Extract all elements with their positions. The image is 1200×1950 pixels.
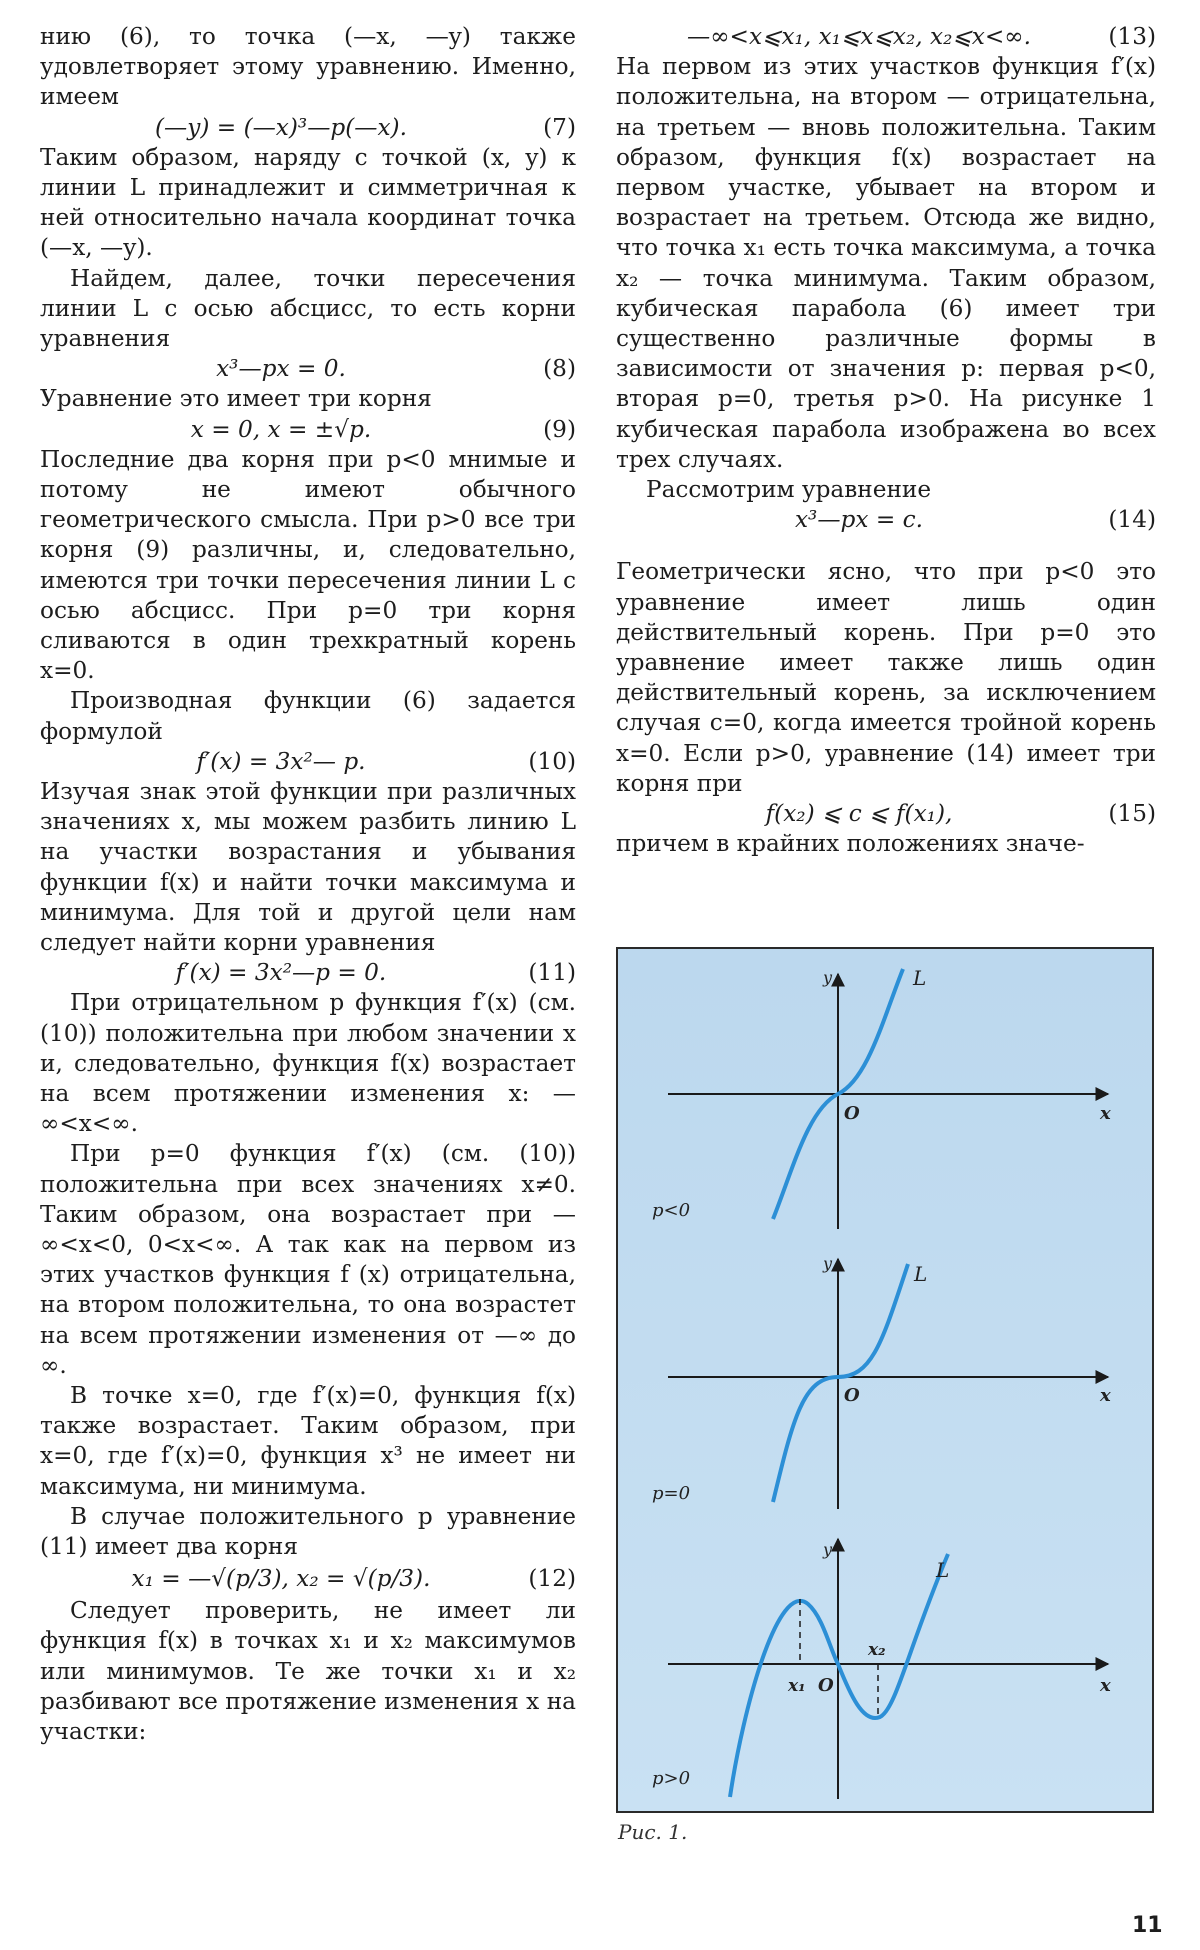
- panel-p-positive: [652, 1539, 1111, 1799]
- figure-1: [616, 947, 1154, 1813]
- equation-number: (9): [543, 415, 576, 443]
- paragraph: На первом из этих участков функция f′(x) положительна, на втором — отрицательна, на третьем — вновь положительна. Таким образом, функция f(x) возрастает на первом участке, убывает на втором и возрастает на третьем. Отсюда же видно, что точка x₁ есть точка максимума, а точка x₂ — точка минимума. Таким образом, кубическая парабола (6) имеет три существенно различные формы в зависимости от значения p: первая p<0, вторая p=0, третья p>0. На рисунке 1 кубическая парабола изображена во всех трех случаях.: [616, 53, 1156, 473]
- equation-formula: x = 0, x = ±√p.: [190, 415, 372, 443]
- equation-formula: (—y) = (—x)³—p(—x).: [155, 113, 407, 141]
- origin-label: O: [844, 1385, 860, 1406]
- equation: [40, 747, 576, 777]
- paragraph: При отрицательном p функция f′(x) (см. (10)) положительна при любом значении x и, следовательно, функция f(x) возрастает на всем протяжении изменения x: —∞<x<∞.: [40, 989, 576, 1138]
- paragraph: Следует проверить, не имеет ли функция f(x) в точках x₁ и x₂ максимумов или минимумов. Те же точки x₁ и x₂ разбивают все протяжение изменения x на участки:: [40, 1597, 576, 1746]
- equation: [40, 1562, 576, 1596]
- equation: [616, 799, 1156, 829]
- equation-number: (15): [1108, 800, 1156, 828]
- paragraph: Геометрически ясно, что при p<0 это уравнение имеет лишь один действительный корень. При p=0 это уравнение имеет также лишь один действительный корень, за исключением случая c=0, когда имеется тройной корень x=0. Если p>0, уравнение (14) имеет три корня при: [616, 558, 1156, 797]
- equation-number: (14): [1108, 506, 1156, 534]
- equation-formula: —∞<x⩽x₁, x₁⩽x⩽x₂, x₂⩽x<∞.: [687, 23, 1031, 50]
- x-label: x: [1100, 1675, 1111, 1696]
- right-column: [616, 22, 1156, 859]
- origin-label: O: [818, 1675, 834, 1696]
- equation: [40, 354, 576, 384]
- equation: [616, 505, 1156, 535]
- equation-number: (11): [528, 959, 576, 987]
- equation: [616, 22, 1156, 52]
- x1-label: x₁: [788, 1676, 806, 1696]
- paragraph: нию (6), то точка (—x, —y) также удовлетворяет этому уравнению. Именно, имеем: [40, 23, 576, 111]
- y-label: y: [823, 1254, 833, 1273]
- equation-formula: x³—px = c.: [794, 506, 923, 534]
- paragraph: Рассмотрим уравнение: [646, 476, 932, 504]
- figure-caption: Рис. 1.: [618, 1820, 688, 1844]
- x-label: x: [1100, 1103, 1111, 1124]
- x-label: x: [1100, 1385, 1111, 1406]
- paragraph: Найдем, далее, точки пересечения линии L с осью абсцисс, то есть корни уравнения: [40, 264, 576, 353]
- paragraph: Таким образом, наряду с точкой (x, y) к линии L принадлежит и симметричная к ней относительно начала координат точка (—x, —y).: [40, 143, 576, 262]
- equation-formula: x₁ = —√(p/3), x₂ = √(p/3).: [131, 1565, 431, 1593]
- page-number: 11: [1132, 1913, 1163, 1938]
- equation: [40, 415, 576, 445]
- p-label: p>0: [652, 1768, 691, 1789]
- equation-number: (12): [528, 1565, 576, 1593]
- equation-formula: f(x₂) ⩽ c ⩽ f(x₁),: [765, 800, 953, 828]
- equation: [40, 113, 576, 143]
- paragraph: Изучая знак этой функции при различных значениях x, мы можем разбить линию L на участки возрастания и убывания функции f(x) и найти точки максимума и минимума. Для той и другой цели нам следует найти корни уравнения: [40, 778, 576, 957]
- p-label: p<0: [652, 1200, 691, 1221]
- paragraph: Производная функции (6) задается формулой: [40, 687, 576, 745]
- paragraph: В случае положительного p уравнение (11) имеет два корня: [40, 1502, 576, 1561]
- panel-p-negative: [652, 966, 1111, 1229]
- y-label: y: [823, 1540, 833, 1559]
- panel-p-zero: [652, 1254, 1111, 1509]
- spacer: [616, 535, 1156, 557]
- paragraph: Уравнение это имеет три корня: [40, 385, 432, 413]
- equation-number: (13): [1108, 23, 1156, 50]
- curve-label: L: [913, 966, 927, 990]
- paragraph: Последние два корня при p<0 мнимые и потому не имеют обычного геометрического смысла. При p>0 все три корня (9) различны, и, следовательно, имеются три точки пересечения линии L с осью абсцисс. При p=0 три корня сливаются в один трехкратный корень x=0.: [40, 445, 576, 685]
- equation-number: (10): [528, 747, 576, 775]
- cubic-curve: [773, 1264, 908, 1502]
- equation-formula: f′(x) = 3x²—p = 0.: [175, 959, 387, 987]
- paragraph: В точке x=0, где f′(x)=0, функция f(x) также возрастает. Таким образом, при x=0, где f′(x)=0, функция x³ не имеет ни максимума, ни минимума.: [40, 1382, 576, 1500]
- p-label: p=0: [652, 1483, 691, 1504]
- left-column: [40, 22, 576, 1747]
- y-label: y: [823, 968, 833, 987]
- curve-label: L: [914, 1262, 928, 1286]
- equation-number: (8): [543, 355, 576, 383]
- equation-formula: f′(x) = 3x²— p.: [196, 747, 366, 775]
- figure-svg: [618, 949, 1152, 1811]
- equation: [40, 958, 576, 988]
- paragraph: При p=0 функция f′(x) (см. (10)) положительна при всех значениях x≠0. Таким образом, она возрастает при —∞<x<0, 0<x<∞. А так как на первом из этих участков функция f (x) отрицательна, на втором положительна, то она возрастет на всем протяжении изменения от —∞ до ∞.: [40, 1140, 576, 1379]
- x2-label: x₂: [868, 1640, 886, 1660]
- equation-formula: x³—px = 0.: [216, 355, 346, 383]
- equation-number: (7): [543, 113, 576, 141]
- origin-label: O: [844, 1103, 860, 1124]
- paragraph: причем в крайних положениях значе-: [616, 830, 1085, 858]
- curve-label: L: [936, 1558, 950, 1582]
